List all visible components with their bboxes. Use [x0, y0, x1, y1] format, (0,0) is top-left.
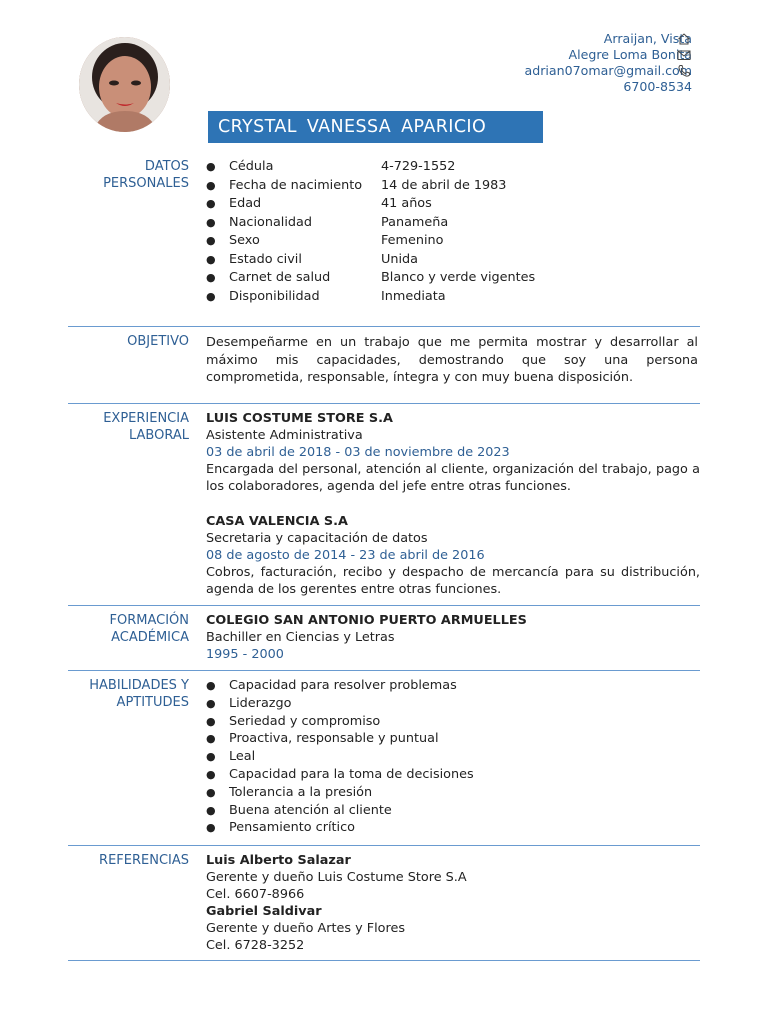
divider	[68, 670, 700, 671]
education-years: 1995 - 2000	[206, 647, 284, 662]
divider	[68, 403, 700, 404]
mail-icon	[676, 47, 692, 63]
job-entry	[206, 513, 700, 598]
reference-name: Gabriel Saldivar	[206, 904, 322, 919]
list-item: ● Cédula 4-729-1552	[206, 159, 456, 174]
profile-photo	[79, 37, 170, 132]
section-label-referencias: REFERENCIAS	[99, 853, 189, 868]
job-company: CASA VALENCIA S.A	[206, 514, 348, 529]
job-company: LUIS COSTUME STORE S.A	[206, 411, 393, 426]
list-item: ● Capacidad para la toma de decisiones	[206, 766, 474, 782]
list-item: ● Disponibilidad Inmediata	[206, 288, 446, 304]
list-item: ● Estado civil Unida	[206, 251, 418, 267]
list-item: ● Leal	[206, 749, 256, 765]
list-item: ● Liderazgo	[206, 695, 292, 711]
section-label-objetivo: OBJETIVO	[127, 334, 189, 349]
job-description: Encargada del personal, atención al cliente, organización del trabajo, pago a los colaboradores, agenda del jefe entre otras funciones.	[206, 462, 700, 494]
divider	[68, 960, 700, 961]
reference-phone: Cel. 6607-8966	[206, 887, 305, 902]
list-item: ● Sexo Femenino	[206, 233, 444, 248]
references-list	[206, 852, 700, 954]
job-dates: 08 de agosto de 2014 - 23 de abril de 2016	[206, 548, 485, 563]
list-item: ● Edad 41 años	[206, 196, 432, 211]
objective-text: Desempeñarme en un trabajo que me permita mostrar y desarrollar al máximo mis capacidades, demostrando que soy una persona comprometida, responsable, íntegra y con muy buena disposición.	[206, 335, 698, 385]
divider	[68, 605, 700, 606]
reference-name: Luis Alberto Salazar	[206, 853, 351, 868]
list-item: ● Fecha de nacimiento 14 de abril de 1983	[206, 177, 507, 193]
home-icon	[676, 31, 692, 47]
section-label-habilidades: HABILIDADES Y APTITUDES	[89, 678, 189, 710]
phone-icon	[676, 63, 692, 79]
address-line-1: Arraijan, Vista	[603, 31, 692, 46]
list-item: ● Tolerancia a la presión	[206, 784, 373, 800]
list-item: ● Carnet de salud Blanco y verde vigentes	[206, 270, 536, 285]
list-item: ● Capacidad para resolver problemas	[206, 678, 457, 693]
reference-phone: Cel. 6728-3252	[206, 938, 305, 953]
skills-list	[206, 677, 474, 837]
job-dates: 03 de abril de 2018 - 03 de noviembre de 2023	[206, 445, 510, 460]
section-label-datos: DATOS PERSONALES	[103, 159, 189, 191]
phone-text: 6700-8534	[623, 79, 692, 94]
email-text[interactable]: adrian07omar@gmail.com	[524, 63, 692, 78]
education-entry	[206, 612, 700, 663]
contact-block	[525, 31, 692, 95]
divider	[68, 326, 700, 327]
degree: Bachiller en Ciencias y Letras	[206, 630, 395, 645]
list-item: ● Buena atención al cliente	[206, 802, 392, 818]
divider	[68, 845, 700, 846]
list-item: ● Proactiva, responsable y puntual	[206, 731, 439, 747]
job-entry	[206, 410, 700, 495]
job-role: Secretaria y capacitación de datos	[206, 531, 428, 546]
list-item: ● Nacionalidad Panameña	[206, 214, 449, 230]
list-item: ● Seriedad y compromiso	[206, 713, 381, 729]
reference-title: Gerente y dueño Artes y Flores	[206, 921, 406, 936]
name-banner: CRYSTAL VANESSA APARICIO	[208, 111, 543, 143]
reference-title: Gerente y dueño Luis Costume Store S.A	[206, 870, 467, 885]
job-role: Asistente Administrativa	[206, 428, 363, 443]
personal-data-list	[206, 158, 535, 306]
section-label-formacion: FORMACIÓN ACADÉMICA	[109, 613, 189, 645]
list-item: ● Pensamiento crítico	[206, 820, 355, 836]
profile-photo-illustration	[79, 37, 170, 132]
contact-icons	[676, 31, 692, 79]
section-label-experiencia: EXPERIENCIA LABORAL	[103, 411, 189, 443]
school-name: COLEGIO SAN ANTONIO PUERTO ARMUELLES	[206, 613, 527, 628]
address-line-2: Alegre Loma Bonita	[568, 47, 692, 62]
job-description: Cobros, facturación, recibo y despacho de mercancía para su distribución, agenda de los gerentes entre otras funciones.	[206, 565, 700, 597]
